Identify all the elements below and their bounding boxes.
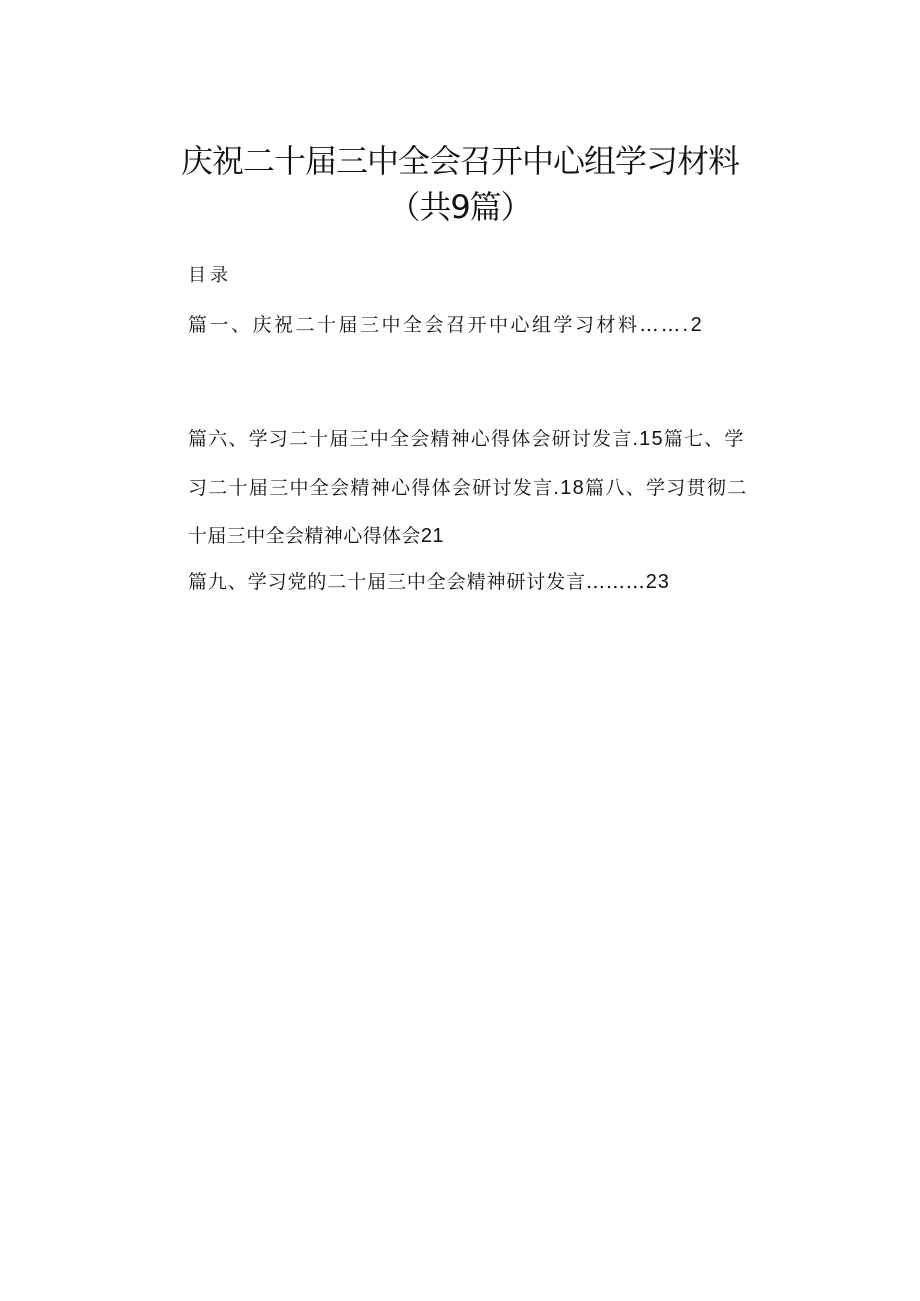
toc-entry-text: 篇六、学习二十届三中全会精神心得体会研讨发言 — [188, 428, 633, 450]
toc-entry[interactable] — [188, 524, 788, 548]
toc-entry-page: .15 — [632, 428, 664, 450]
document-title: 庆祝二十届三中全会召开中心组学习材料 — [180, 142, 739, 180]
document-subtitle: （共9篇） — [388, 188, 532, 226]
toc-entry[interactable] — [188, 313, 788, 337]
toc-entry-page: .18 — [553, 477, 586, 499]
toc-entry[interactable] — [188, 570, 788, 594]
toc-entry-text: 十届三中全会精神心得体会 — [188, 525, 421, 547]
toc-entry-text-continued: 篇八、学习贯彻二 — [585, 477, 748, 499]
toc-entry-text-continued: 篇七、学 — [663, 428, 745, 450]
toc-entry-text: 篇九、学习党的二十届三中全会精神研讨发言……… — [188, 571, 646, 593]
toc-entry-page: 23 — [645, 571, 670, 593]
toc-entry[interactable] — [188, 427, 788, 451]
toc-entry-page: 21 — [420, 525, 444, 547]
toc-heading: 目录 — [188, 265, 232, 286]
toc-entry-text: 篇一、庆祝二十届三中全会召开中心组学习材料…… — [188, 314, 683, 336]
toc-entry[interactable] — [188, 476, 788, 500]
toc-entry-page: .2 — [682, 314, 705, 336]
toc-entry-text: 习二十届三中全会精神心得体会研讨发言 — [188, 477, 554, 499]
